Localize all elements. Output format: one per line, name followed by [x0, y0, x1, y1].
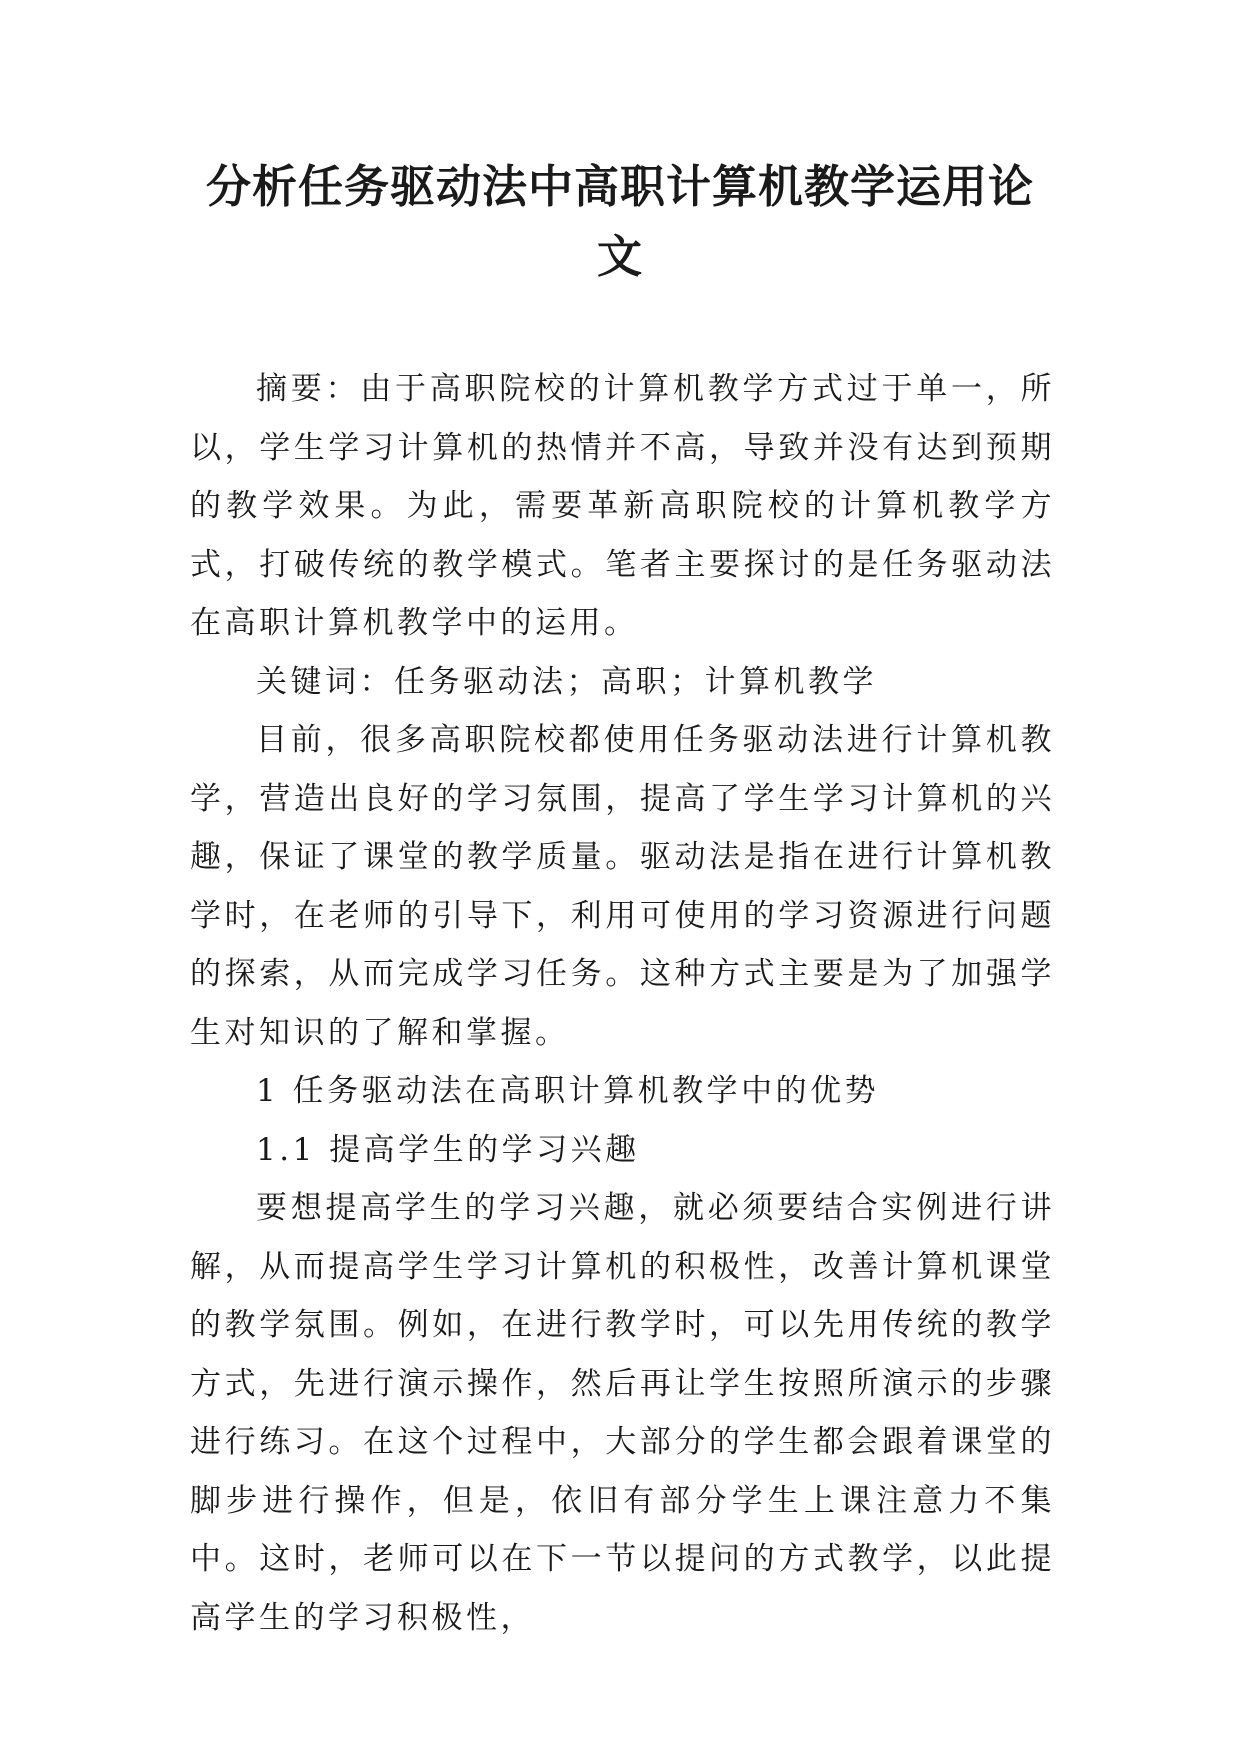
section-1-1-paragraph: 要想提高学生的学习兴趣，就必须要结合实例进行讲解，从而提高学生学习计算机的积极性，改善计算机课堂的教学氛围。例如，在进行教学时，可以先用传统的教学方式，先进行演示操作，然后再让学生按照所演示的步骤进行练习。在这个过程中，大部分的学生都会跟着课堂的脚步进行操作，但是，依旧有部分学生上课注意力不集中。这时，老师可以在下一节以提问的方式教学，以此提高学生的学习积极性， — [190, 1190, 1055, 1636]
abstract-paragraph: 摘要：由于高职院校的计算机教学方式过于单一，所以，学生学习计算机的热情并不高，导致并没有达到预期的教学效果。为此，需要革新高职院校的计算机教学方式，打破传统的教学模式。笔者主要探讨的是任务驱动法在高职计算机教学中的运用。 — [190, 371, 1055, 641]
section-heading-1: 1 任务驱动法在高职计算机教学中的优势 — [256, 1073, 880, 1109]
section-heading-1-1: 1.1 提高学生的学习兴趣 — [256, 1131, 640, 1168]
paper-title: 分析任务驱动法中高职计算机教学运用论文 — [205, 160, 1034, 283]
paper-body — [190, 360, 1055, 1647]
intro-paragraph: 目前，很多高职院校都使用任务驱动法进行计算机教学，营造出良好的学习氛围，提高了学生学习计算机的兴趣，保证了课堂的教学质量。驱动法是指在进行计算机教学时，在老师的引导下，利用可使用的学习资源进行问题的探索，从而完成学习任务。这种方式主要是为了加强学生对知识的了解和掌握。 — [190, 722, 1055, 1051]
keywords-line: 关键词：任务驱动法；高职；计算机教学 — [256, 663, 877, 700]
